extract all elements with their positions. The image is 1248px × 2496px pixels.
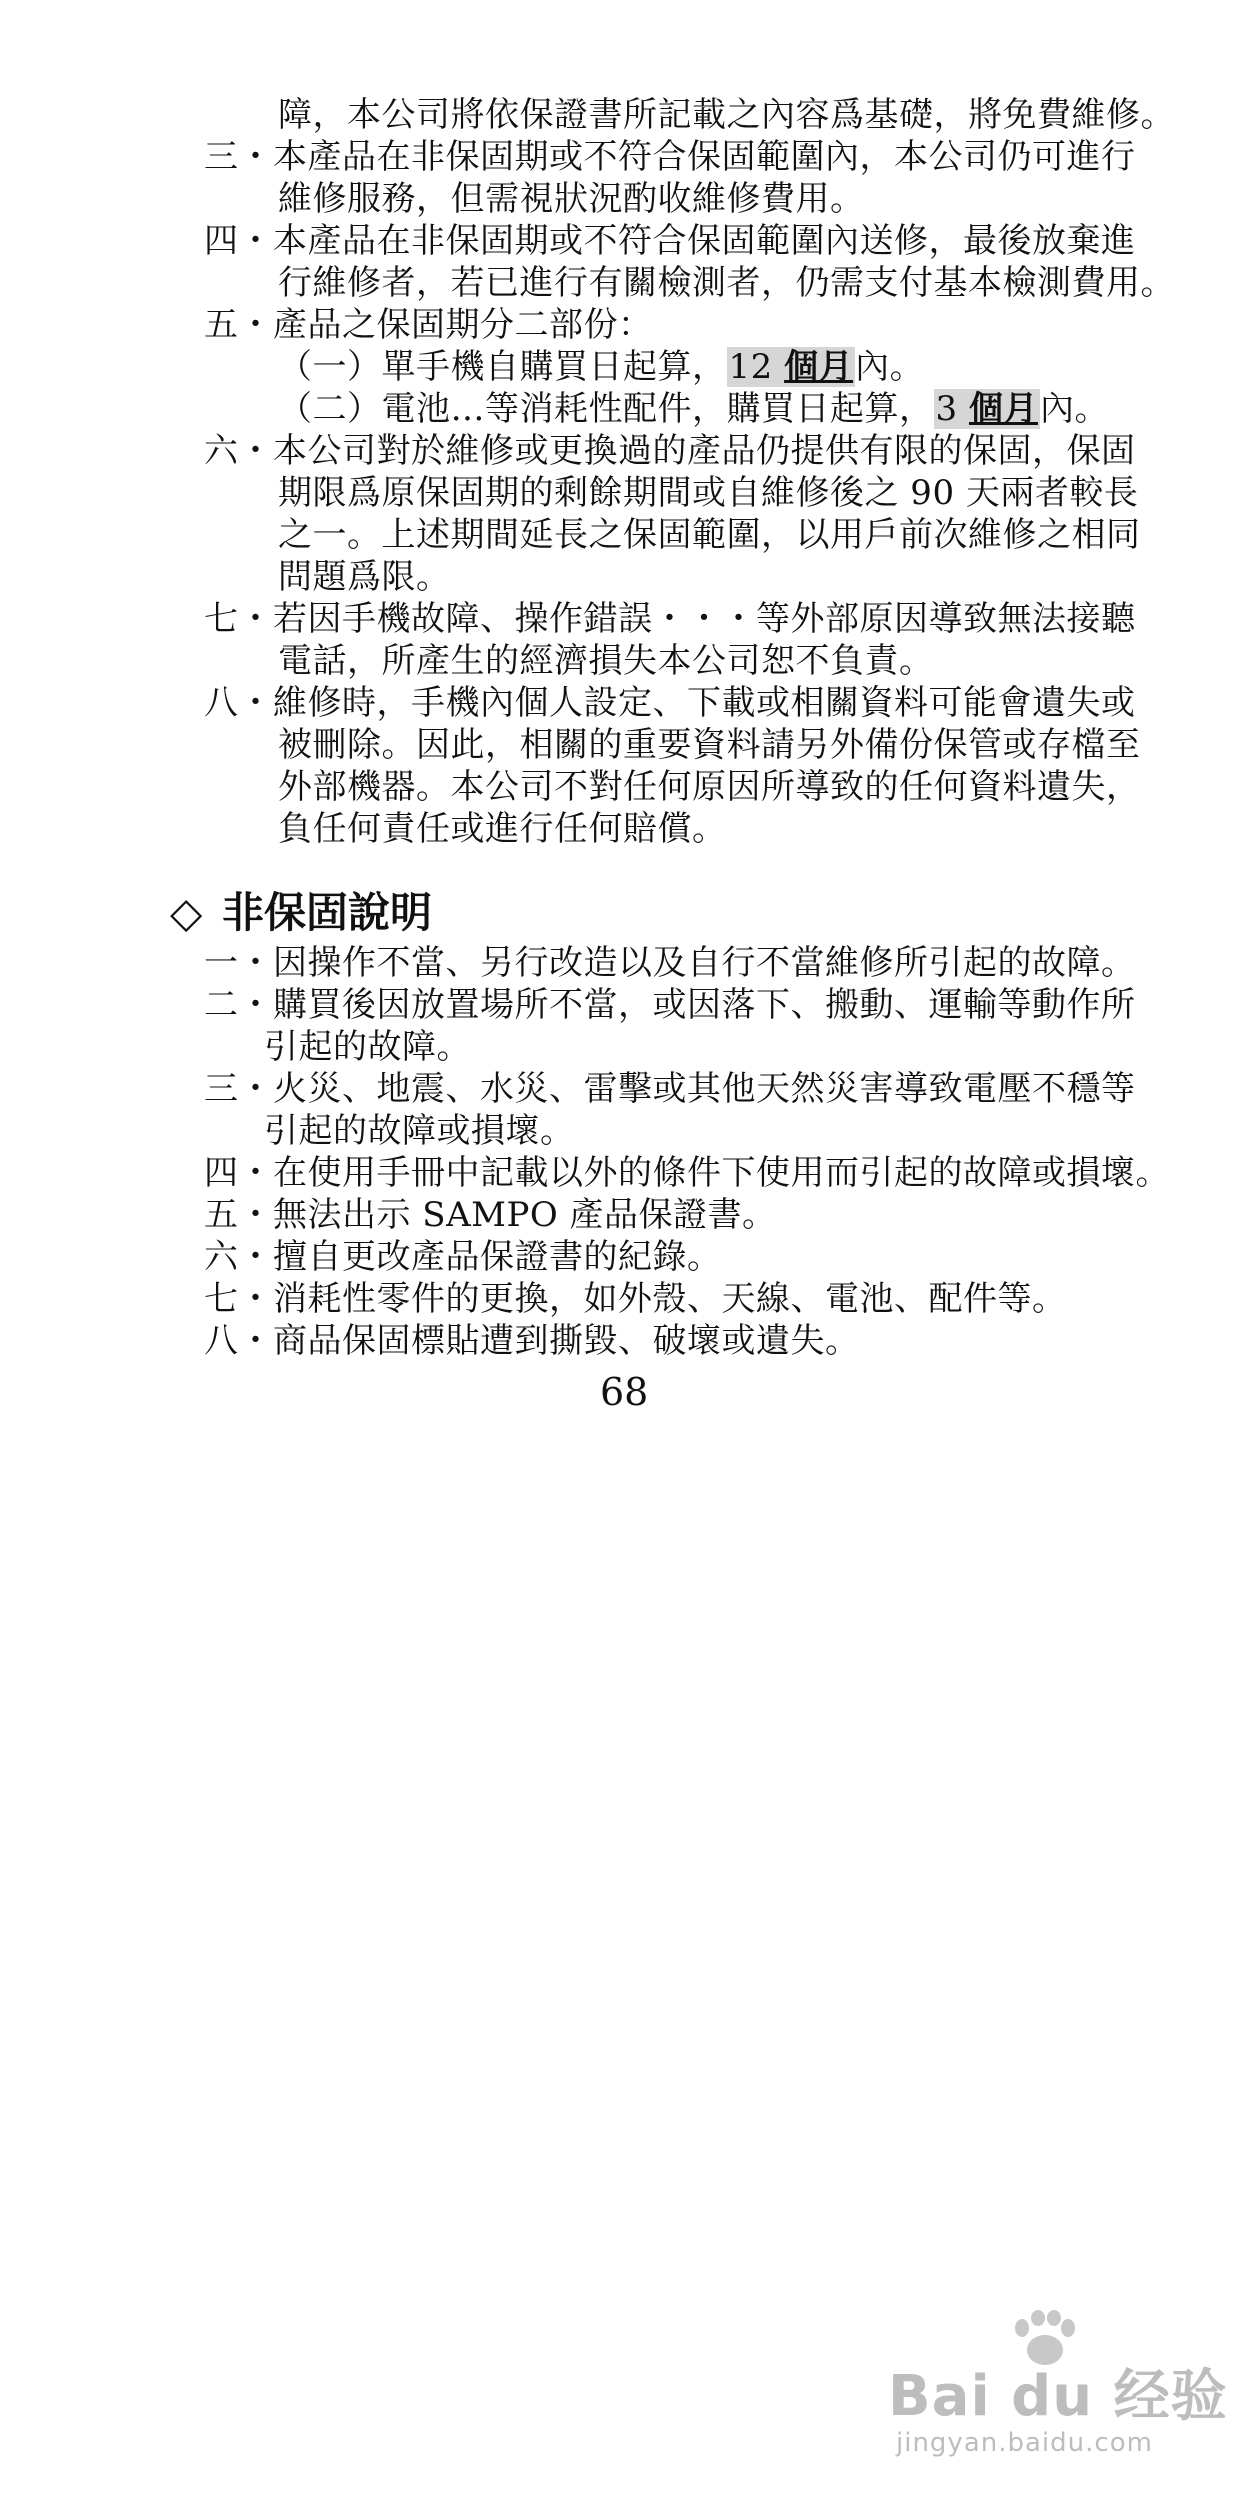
warranty-item-8-line-2: 被刪除。因此，相關的重要資料請另外備份保管或存檔至 [278,725,1141,765]
sub-2-unit: 個月 [968,389,1038,429]
warranty-item-6-line-2: 期限爲原保固期的剩餘期間或自維修後之 90 天兩者較長 [278,473,1139,513]
warranty-item-3-line-1: 三・本產品在非保固期或不符合保固範圍內，本公司仍可進行 [204,137,1136,177]
warranty-item-4-line-1: 四・本產品在非保固期或不符合保固範圍內送修，最後放棄進 [204,221,1136,261]
non-warranty-item-2-line-1: 二・購買後因放置場所不當，或因落下、搬動、運輸等動作所 [204,985,1136,1025]
warranty-item-7-line-2: 電話，所產生的經濟損失本公司恕不負責。 [278,641,934,681]
non-warranty-item-4: 四・在使用手冊中記載以外的條件下使用而引起的故障或損壞。 [204,1153,1170,1193]
sub-2-number: 3 [935,389,969,429]
warranty-item-5-sub-2 [278,386,1109,432]
non-warranty-item-7: 七・消耗性零件的更換，如外殼、天線、電池、配件等。 [204,1279,1067,1319]
non-warranty-item-3-line-1: 三・火災、地震、水災、雷擊或其他天然災害導致電壓不穩等 [204,1069,1136,1109]
non-warranty-item-3-line-2: 引起的故障或損壞。 [264,1111,575,1151]
sub-1-suffix: 內。 [855,347,925,387]
non-warranty-item-8: 八・商品保固標貼遭到撕毀、破壞或遺失。 [204,1321,860,1361]
diamond-icon: ◇ [170,888,203,937]
warranty-item-6-line-1: 六・本公司對於維修或更換過的產品仍提供有限的保固，保固 [204,431,1136,471]
baidu-watermark [888,2310,1228,2460]
warranty-item-5-sub-1 [278,344,924,390]
sub-1-number: 12 [728,347,785,387]
non-warranty-item-1: 一・因操作不當、另行改造以及自行不當維修所引起的故障。 [204,943,1136,983]
watermark-logo-text: Bai du 经验 [888,2364,1228,2429]
sub-2-highlight [934,389,1040,429]
warranty-item-6-line-4: 問題爲限。 [278,557,451,597]
non-warranty-title: 非保固說明 [222,888,433,937]
warranty-item-5: 五・產品之保固期分二部份： [204,305,653,345]
sub-1-prefix: （一）單手機自購買日起算， [278,347,727,387]
warranty-item-8-line-4: 負任何責任或進行任何賠償。 [278,809,727,849]
warranty-item-7-line-1: 七・若因手機故障、操作錯誤・・・等外部原因導致無法接聽 [204,599,1136,639]
warranty-line-continued: 障，本公司將依保證書所記載之內容爲基礎，將免費維修。 [278,95,1175,135]
warranty-item-3-line-2: 維修服務，但需視狀況酌收維修費用。 [278,179,865,219]
sub-2-prefix: （二）電池…等消耗性配件，購買日起算， [278,389,934,429]
non-warranty-item-2-line-2: 引起的故障。 [264,1027,471,1067]
warranty-item-8-line-3: 外部機器。本公司不對任何原因所導致的任何資料遺失， [278,767,1141,807]
sub-1-unit: 個月 [784,347,854,387]
warranty-item-8-line-1: 八・維修時，手機內個人設定、下載或相關資料可能會遺失或 [204,683,1136,723]
warranty-item-6-line-3: 之一。上述期間延長之保固範圍，以用戶前次維修之相同 [278,515,1141,555]
watermark-site: jingyan.baidu.com [896,2428,1153,2458]
sub-1-highlight [727,347,856,387]
non-warranty-heading [170,885,432,941]
sub-2-suffix: 內。 [1039,389,1109,429]
non-warranty-item-6: 六・擅自更改產品保證書的紀錄。 [204,1237,722,1277]
warranty-item-4-line-2: 行維修者，若已進行有關檢測者，仍需支付基本檢測費用。 [278,263,1175,303]
non-warranty-item-5: 五・無法出示 SAMPO 產品保證書。 [204,1195,777,1235]
page-number: 68 [600,1370,649,1414]
